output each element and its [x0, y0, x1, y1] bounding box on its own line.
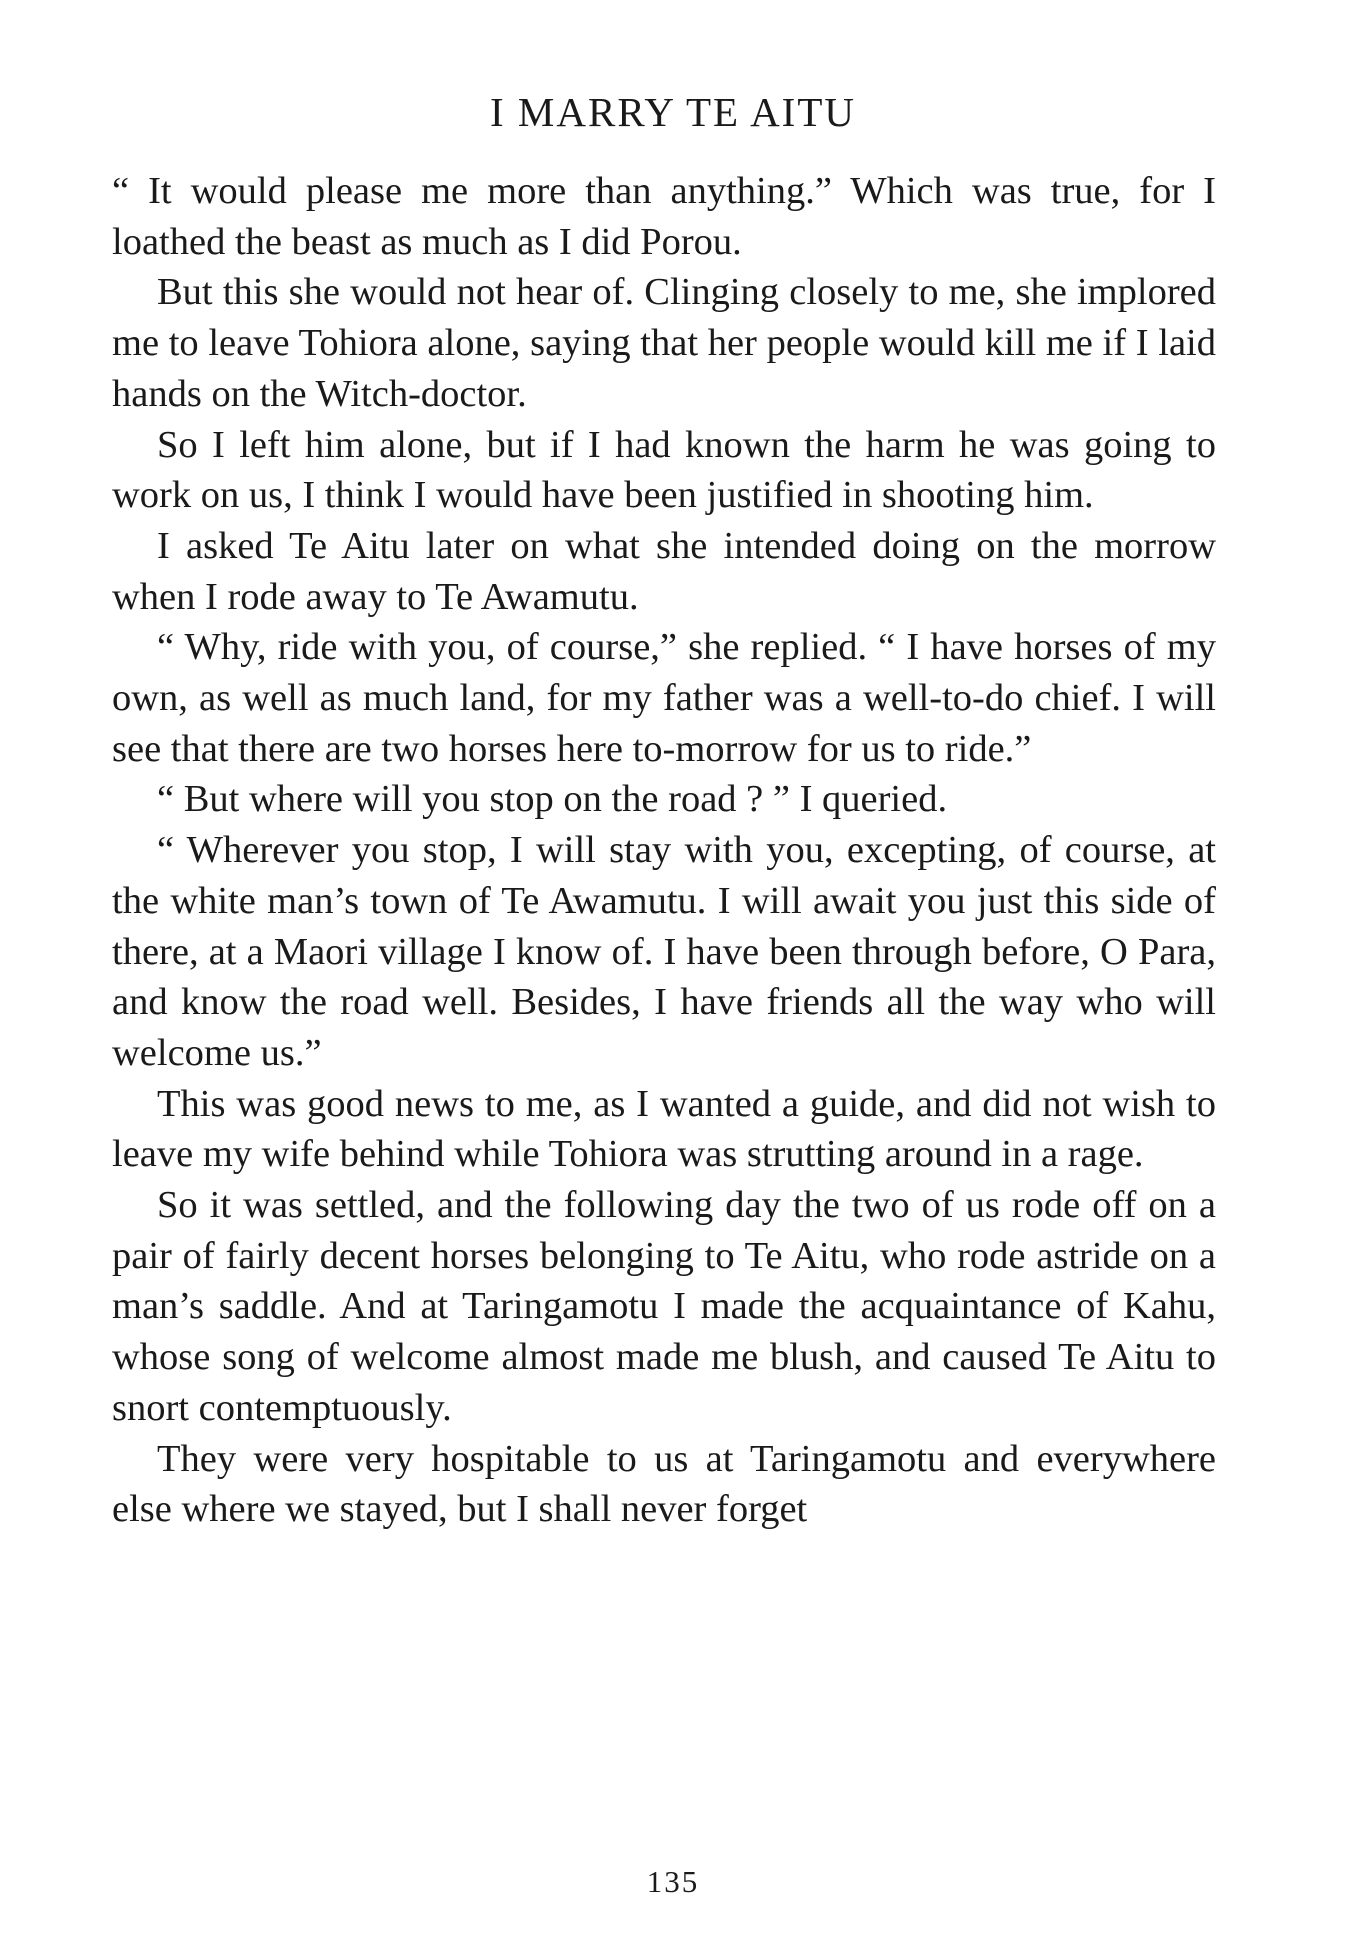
paragraph: They were very hospitable to us at Taringamotu and everywhere else where we stayed, but I shall never forget — [112, 1437, 1216, 1531]
paragraph: I asked Te Aitu later on what she intended doing on the morrow when I rode away to Te Awamutu. — [112, 524, 1216, 618]
paragraph: But this she would not hear of. Clinging closely to me, she implored me to leave Tohiora alone, saying that her people would kill me if I laid hands on the Witch-doctor. — [112, 271, 1216, 415]
body-text — [112, 166, 1216, 1535]
page-number: 135 — [646, 1864, 700, 1899]
paragraph: This was good news to me, as I wanted a guide, and did not wish to leave my wife behind while Tohiora was strutting around in a rage. — [112, 1082, 1216, 1176]
paragraph: So I left him alone, but if I had known the harm he was going to work on us, I think I would have been justified in shooting him. — [112, 423, 1216, 517]
paragraph: “ Wherever you stop, I will stay with you, excepting, of course, at the white man’s town of Te Awamutu. I will await you just this side of there, at a Maori village I know of. I have been through before, O Para, and know the road well. Besides, I have friends all the way who will welcome us.” — [112, 829, 1216, 1074]
paragraph: “ Why, ride with you, of course,” she replied. “ I have horses of my own, as well as much land, for my father was a well-to-do chief. I will see that there are two horses here to-morrow for us to ride.” — [112, 626, 1216, 770]
paragraph: So it was settled, and the following day the two of us rode off on a pair of fairly decent horses belonging to Te Aitu, who rode astride on a man’s saddle. And at Taringamotu I made the acquaintance of Kahu, whose song of welcome almost made me blush, and caused Te Aitu to snort contemptuously. — [112, 1184, 1216, 1429]
paragraph: “ It would please me more than anything.” Which was true, for I loathed the beast as much as I did Porou. — [112, 170, 1216, 263]
running-head: I MARRY TE AITU — [490, 89, 856, 135]
paragraph: “ But where will you stop on the road ? ” I queried. — [157, 778, 948, 821]
